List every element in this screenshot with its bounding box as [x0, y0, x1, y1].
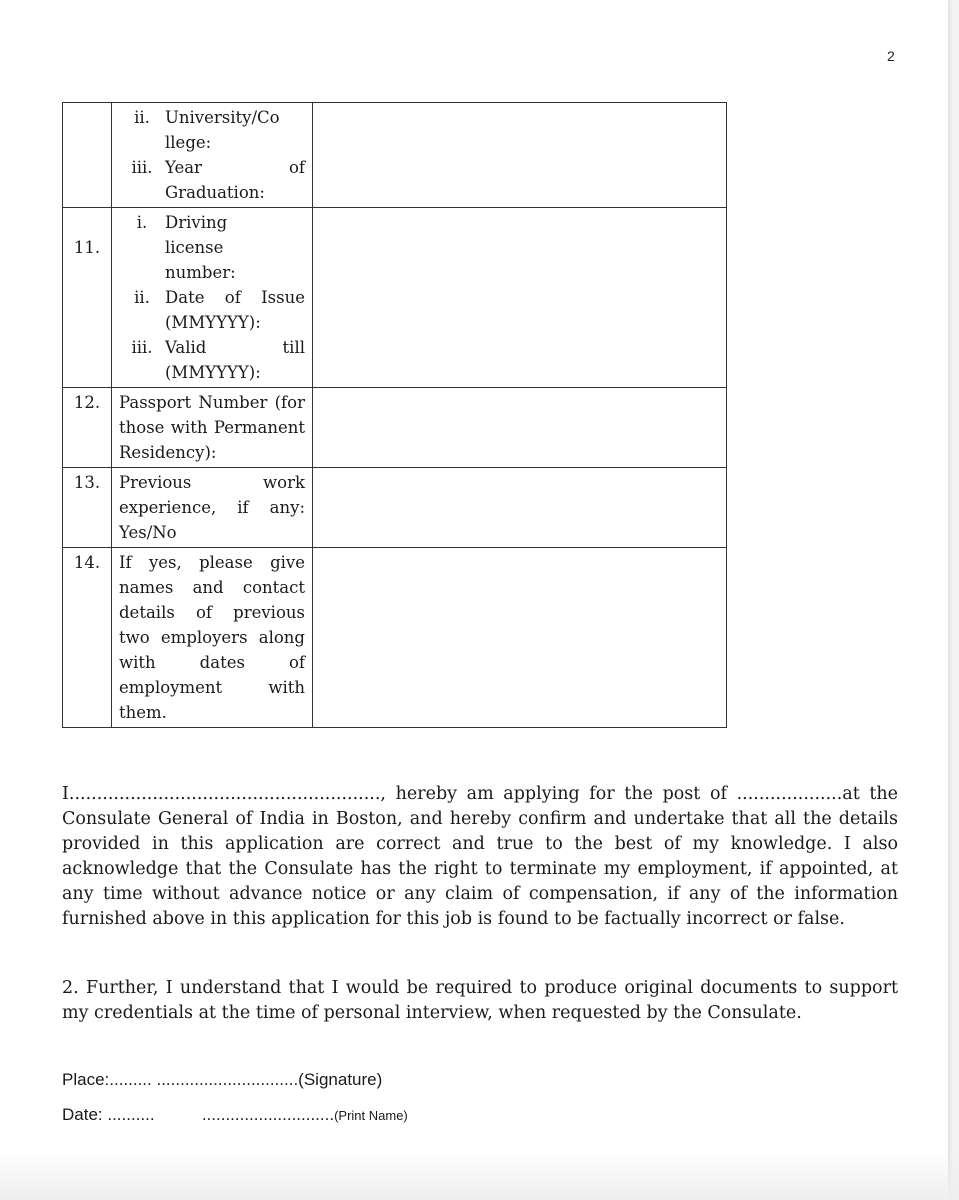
row-number-cell: 11.: [63, 208, 112, 388]
answer-cell[interactable]: [313, 548, 727, 728]
place-signature-line: Place:......... ..............................(Signature): [62, 1070, 383, 1089]
further-paragraph: 2. Further, I understand that I would be required to produce original documents to support my credentials at the time of personal interview, when requested by the Consulate.: [62, 978, 898, 1023]
sub-item: [119, 335, 305, 385]
bottom-shadow: [0, 1150, 959, 1200]
row-number-cell: 14.: [63, 548, 112, 728]
row-number-cell: [63, 103, 112, 208]
table-row: [63, 103, 727, 208]
sub-item-text: Year of Graduation:: [165, 158, 305, 202]
page-number: 2: [887, 48, 895, 64]
sub-item-numeral: ii.: [134, 288, 150, 307]
sub-item-numeral: i.: [136, 213, 148, 232]
date-print-name-line: [62, 1105, 408, 1125]
sub-item-text: Valid till (MMYYYY):: [165, 338, 305, 382]
answer-cell[interactable]: [313, 208, 727, 388]
sub-item: [119, 155, 305, 205]
table-row: [63, 468, 727, 548]
answer-cell[interactable]: [313, 388, 727, 468]
row-number-cell: 13.: [63, 468, 112, 548]
table-row: [63, 208, 727, 388]
answer-cell[interactable]: [313, 103, 727, 208]
sub-item-text: Driving license number:: [165, 213, 236, 282]
table-row: [63, 548, 727, 728]
print-name-dots: ............................: [201, 1105, 335, 1124]
table-row: [63, 388, 727, 468]
sub-item-text: University/Co llege:: [165, 108, 280, 152]
print-name-label: (Print Name): [334, 1108, 408, 1123]
work-experience-label-cell: Previous work experience, if any: Yes/No: [112, 468, 313, 548]
passport-label-cell: Passport Number (for those with Permanent Residency):: [112, 388, 313, 468]
driving-license-label-cell: [112, 208, 313, 388]
sub-item-numeral: ii.: [134, 108, 150, 127]
application-form-table: [62, 102, 727, 728]
sub-item-numeral: iii.: [131, 338, 153, 357]
sub-item: [119, 105, 305, 155]
previous-employers-label-cell: If yes, please give names and contact details of previous two employers along with dates of employment with them.: [112, 548, 313, 728]
education-label-cell: [112, 103, 313, 208]
sub-item-text: Date of Issue (MMYYYY):: [165, 288, 305, 332]
answer-cell[interactable]: [313, 468, 727, 548]
sub-item: [119, 210, 305, 285]
sub-item: [119, 285, 305, 335]
date-label: Date: ..........: [62, 1105, 155, 1124]
row-number-cell: 12.: [63, 388, 112, 468]
declaration-paragraph: I........................................................, hereby am applying for the post of ...................at the Consulate General of India in Boston, and hereby confirm and undertake that all the details provided in this application are correct and true to the best of my knowledge. I also acknowledge that the Consulate has the right to terminate my employment, if appointed, at any time without advance notice or any claim of compensation, if any of the information furnished above in this application for this job is found to be factually incorrect or false.: [62, 784, 898, 929]
sub-item-numeral: iii.: [131, 158, 153, 177]
